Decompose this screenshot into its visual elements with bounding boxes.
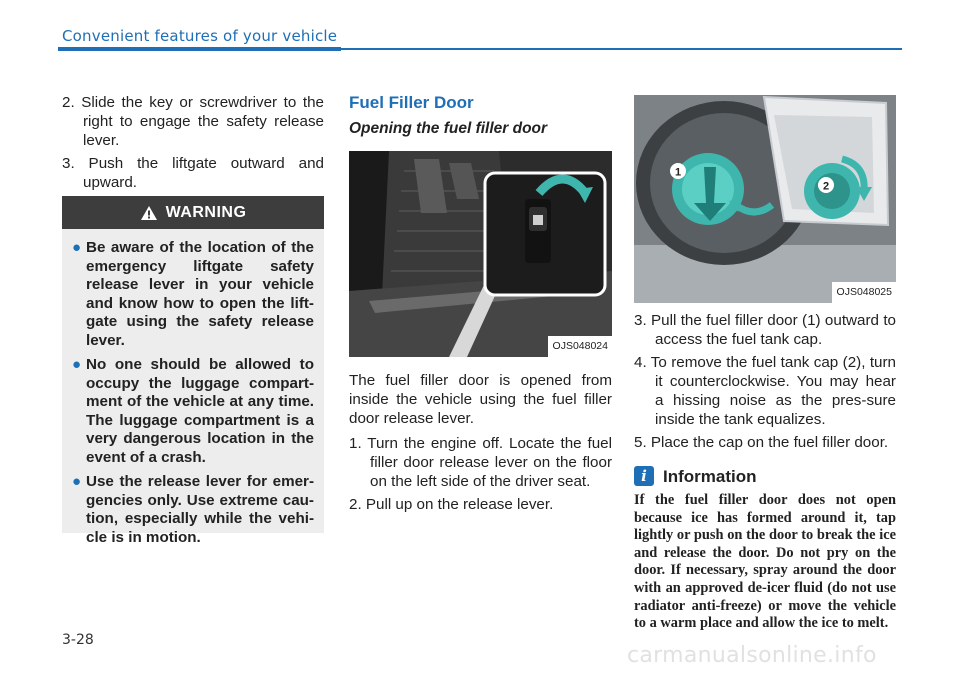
warning-item xyxy=(72,239,314,350)
step-4-remove-cap: 4. To remove the fuel tank cap (2), turn it counterclockwise. You may hear a hissing noise as the pres-sure inside the tank equalizes. xyxy=(634,354,896,428)
warning-item-text: Use the release lever for emer-gencies only. Use extreme cau-tion, especially while the vehi-cle is in motion. xyxy=(86,473,314,546)
warning-item xyxy=(72,473,314,547)
header-rule-thin xyxy=(341,48,902,50)
fuel-filler-intro: The fuel filler door is opened from inside the vehicle using the fuel filler door release lever. xyxy=(349,372,612,427)
callout-2: 2 xyxy=(822,180,830,193)
warning-box xyxy=(62,196,324,546)
information-title: Information xyxy=(663,466,757,486)
warning-item-text: Be aware of the location of the emergency liftgate safety release lever in your vehicle and know how to open the lift-gate using the safety release lever. xyxy=(86,239,314,349)
bullet-icon: ● xyxy=(72,239,82,256)
warning-title: WARNING xyxy=(165,203,247,221)
warning-triangle-icon xyxy=(140,205,158,221)
fuel-cap-figure xyxy=(634,95,896,303)
step-3-push-liftgate: 3. Push the liftgate outward and upward. xyxy=(62,155,324,191)
opening-subheading: Opening the fuel filler door xyxy=(349,120,548,137)
information-header xyxy=(634,466,896,486)
page-number: 3-28 xyxy=(62,632,94,648)
fuel-filler-door-heading: Fuel Filler Door xyxy=(349,93,474,112)
section-title: Convenient features of your vehicle xyxy=(62,27,338,45)
release-lever-illustration xyxy=(349,151,612,357)
step-5-place-cap: 5. Place the cap on the fuel filler door. xyxy=(634,434,889,451)
step-3-pull-door: 3. Pull the fuel filler door (1) outward to access the fuel tank cap. xyxy=(634,312,896,348)
release-lever-figure xyxy=(349,151,612,357)
warning-list xyxy=(62,229,324,547)
bullet-icon: ● xyxy=(72,473,82,490)
bullet-icon: ● xyxy=(72,356,82,373)
step-2-slide-key: 2. Slide the key or screwdriver to the right to engage the safety release lever. xyxy=(62,94,324,149)
information-body: If the fuel filler door does not open because ice has formed around it, tap lightly or push on the door to break the ice and release the door. Do not pry on the door. If necessary, spray around the door with an approved de-icer fluid (do not use radiator anti-freeze) or move the vehicle to a warm place and allow the ice to melt. xyxy=(634,492,896,632)
middle-column xyxy=(349,93,612,518)
left-column xyxy=(62,93,324,196)
figure-label: OJS048024 xyxy=(548,336,612,357)
info-icon: i xyxy=(634,466,654,486)
header-rule-thick xyxy=(58,47,341,51)
watermark-text: carmanualsonline.info xyxy=(627,643,877,668)
warning-item-text: No one should be allowed to occupy the luggage compart-ment of the vehicle at any time. The luggage compartment is a very dangerous location in the event of a crash. xyxy=(86,356,314,466)
fuel-cap-illustration xyxy=(634,95,896,303)
warning-header xyxy=(62,196,324,229)
step-1-turn-engine-off: 1. Turn the engine off. Locate the fuel filler door release lever on the floor on the left side of the driver seat. xyxy=(349,435,612,490)
callout-1: 1 xyxy=(674,166,682,179)
right-column xyxy=(634,95,896,633)
step-2-pull-lever: 2. Pull up on the release lever. xyxy=(349,496,554,513)
warning-item xyxy=(72,356,314,467)
figure-label: OJS048025 xyxy=(832,282,896,303)
